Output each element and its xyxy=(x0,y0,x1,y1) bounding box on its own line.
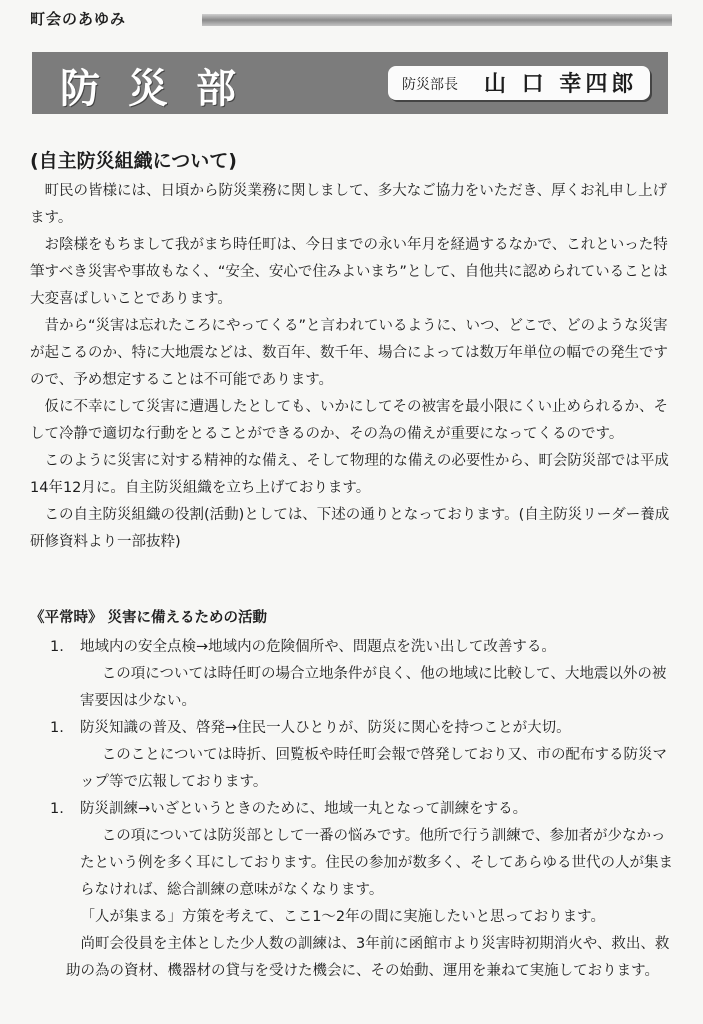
author-box xyxy=(388,66,650,100)
item-number: 1. xyxy=(50,639,64,655)
item-text: 防災訓練→いざというときのために、地域一丸となって訓練をする。 xyxy=(80,801,528,817)
department-title: 防災部 xyxy=(60,65,264,112)
item-note: この項については防災部として一番の悩みです。他所で行う訓練で、参加者が少なかったという例を多く耳にしております。住民の参加が数多く、そしてあらゆる世代の人が集まらなければ、総合訓練の意味がなくなります。 xyxy=(80,828,674,898)
header-rule xyxy=(202,14,672,26)
paragraph: 町民の皆様には、日頃から防災業務に関しまして、多大なご協力をいただき、厚くお礼申し上げます。 xyxy=(30,183,668,226)
item-note: 「人が集まる」方策を考えて、ここ1〜2年の間に実施したいと思っております。 xyxy=(80,909,605,925)
author-role: 防災部長 xyxy=(402,77,458,93)
item-note: 尚町会役員を主体とした少人数の訓練は、3年前に函館市より災害時初期消火や、救出、救助の為の資材、機器材の貸与を受けた機会に、その始動、運用を兼ねて実施しております。 xyxy=(66,936,670,979)
paragraph: この自主防災組織の役割(活動)としては、下述の通りとなっております。(自主防災リーダー養成研修資料より一部抜粋) xyxy=(30,507,670,550)
item-note: このことについては時折、回覧板や時任町会報で啓発しており又、市の配布する防災マップ等で広報しております。 xyxy=(80,747,667,790)
body-text xyxy=(30,178,675,556)
series-label: 町会のあゆみ xyxy=(30,10,127,28)
paragraph: 仮に不幸にして災害に遭遇したとしても、いかにしてその被害を最小限にくい止められるか、そして冷静で適切な行動をとることができるのか、その為の備えが重要になってくるのです。 xyxy=(30,399,668,442)
list-item xyxy=(50,715,675,742)
list-item xyxy=(50,634,675,661)
author-name: 山 口 幸四郎 xyxy=(484,72,638,97)
page-header xyxy=(24,6,674,32)
item-text: 地域内の安全点検→地域内の危険個所や、問題点を洗い出して改善する。 xyxy=(80,639,556,655)
item-text: 防災知識の普及、啓発→住民一人ひとりが、防災に関心を持つことが大切。 xyxy=(80,720,571,736)
item-number: 1. xyxy=(50,720,64,736)
item-note: この項については時任町の場合立地条件が良く、他の地域に比較して、大地震以外の被害要因は少ない。 xyxy=(80,666,667,709)
item-number: 1. xyxy=(50,801,64,817)
activity-list xyxy=(50,634,675,985)
paragraph: お陰様をもちまして我がまち時任町は、今日までの永い年月を経過するなかで、これといった特筆すべき災害や事故もなく、“安全、安心で住みよいまち”として、自他共に認められていることは大変喜ばしいことであります。 xyxy=(30,237,668,307)
activities-heading: 《平常時》 災害に備えるための活動 xyxy=(30,610,268,626)
section-heading: (自主防災組織について) xyxy=(30,150,237,172)
paragraph: このように災害に対する精神的な備え、そして物理的な備えの必要性から、町会防災部では平成14年12月に。自主防災組織を立ち上げております。 xyxy=(30,453,669,496)
section-banner xyxy=(32,52,668,114)
list-item xyxy=(50,796,675,823)
paragraph: 昔から“災害は忘れたころにやってくる”と言われているように、いつ、どこで、どのような災害が起こるのか、特に大地震などは、数百年、数千年、場合によっては数万年単位の幅での発生ですので、予め想定することは不可能であります。 xyxy=(30,318,668,388)
